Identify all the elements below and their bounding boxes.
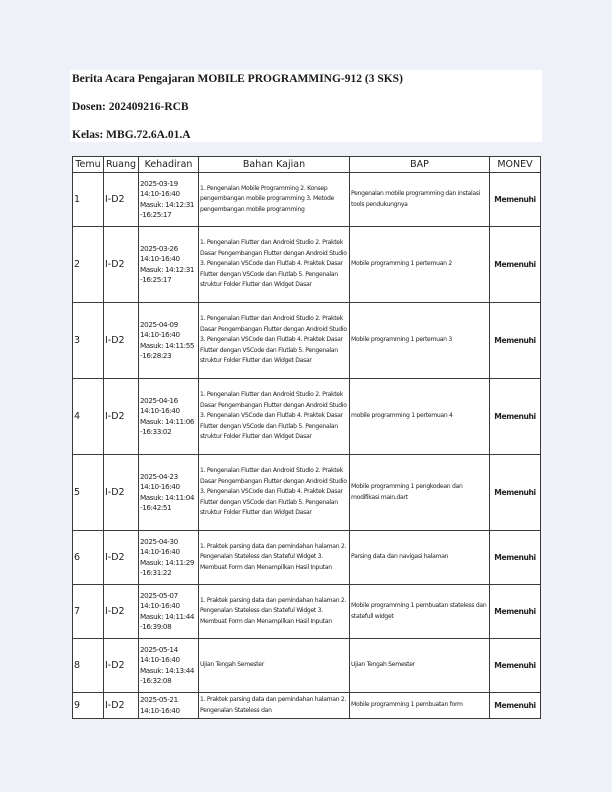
table-row	[73, 531, 541, 585]
bap-cell: Mobile programming 1 pembuatan form	[350, 693, 490, 719]
kehadiran-time: 14:10-16:40	[140, 547, 180, 557]
kehadiran-end: -16:28:23	[140, 350, 172, 360]
ruang-cell: I-D2	[104, 227, 139, 303]
kehadiran-masuk: Masuk: 14:11:04	[140, 492, 195, 502]
bahan-kajian-cell: 1. Praktek parsing data dan pemindahan halaman 2. Pengenalan Stateless dan	[199, 693, 350, 719]
table-row	[73, 173, 541, 227]
temu-cell: 6	[73, 531, 104, 585]
table-header-row	[73, 157, 541, 173]
monev-cell: Memenuhi	[490, 585, 541, 639]
bap-cell: Ujian Tengah Semester	[350, 639, 490, 693]
attendance-table	[72, 156, 541, 719]
kehadiran-end: -16:25:17	[140, 274, 172, 284]
kehadiran-end: -16:25:17	[140, 209, 172, 219]
temu-cell: 2	[73, 227, 104, 303]
kehadiran-date: 2025-04-09	[140, 319, 178, 329]
kehadiran-masuk: Masuk: 14:12:31	[140, 199, 195, 209]
kehadiran-time: 14:10-16:40	[140, 189, 180, 199]
kehadiran-cell	[139, 531, 199, 585]
kehadiran-cell	[139, 639, 199, 693]
table-row	[73, 379, 541, 455]
kehadiran-date: 2025-04-23	[140, 471, 178, 481]
table-row	[73, 455, 541, 531]
ruang-cell: I-D2	[104, 639, 139, 693]
lecturer-line: Dosen: 202409216-RCB	[72, 101, 189, 113]
ruang-cell: I-D2	[104, 379, 139, 455]
course-title: Berita Acara Pengajaran MOBILE PROGRAMMING-912 (3 SKS)	[72, 73, 403, 85]
table-row	[73, 639, 541, 693]
monev-cell: Memenuhi	[490, 455, 541, 531]
monev-cell: Memenuhi	[490, 639, 541, 693]
kehadiran-cell	[139, 693, 199, 719]
bap-cell: Mobile programming 1 pengkodean dan modifikasi main.dart	[350, 455, 490, 531]
ruang-cell: I-D2	[104, 585, 139, 639]
kehadiran-masuk: Masuk: 14:12:31	[140, 264, 195, 274]
monev-cell: Memenuhi	[490, 531, 541, 585]
bap-cell: Mobile programming 1 pertemuan 3	[350, 303, 490, 379]
ruang-cell: I-D2	[104, 455, 139, 531]
kehadiran-end: -16:31:22	[140, 567, 172, 577]
temu-cell: 9	[73, 693, 104, 719]
bap-cell: Pengenalan mobile programming dan instalasi tools pendukungnya	[350, 173, 490, 227]
temu-cell: 5	[73, 455, 104, 531]
kehadiran-end: -16:33:02	[140, 426, 172, 436]
kehadiran-masuk: Masuk: 14:11:55	[140, 340, 195, 350]
kehadiran-time: 14:10-16:40	[140, 254, 180, 264]
col-header-bap: BAP	[350, 157, 490, 173]
kehadiran-cell	[139, 303, 199, 379]
bahan-kajian-cell: 1. Pengenalan Mobile Programming 2. Konsep pengembangan mobile programming 3. Metode pengembangan mobile programming	[199, 173, 350, 227]
kehadiran-time: 14:10-16:40	[140, 482, 180, 492]
monev-cell: Memenuhi	[490, 693, 541, 719]
bahan-kajian-cell: 1. Pengenalan Flutter dan Android Studio 2. Praktek Dasar Pengembangan Flutter dengan Android Studio 3. Pengenalan VSCode dan Flutlab 4. Praktek Dasar Flutter dengan VSCode dan Flutlab 5. Pengenalan struktur Folder Flutter dan Widget Dasar	[199, 303, 350, 379]
kehadiran-date: 2025-03-19	[140, 178, 178, 188]
bap-cell: Mobile programming 1 pembuatan stateless dan statefull widget	[350, 585, 490, 639]
kehadiran-time: 14:10-16:40	[140, 655, 180, 665]
kehadiran-masuk: Masuk: 14:11:29	[140, 557, 195, 567]
kehadiran-time: 14:10-16:40	[140, 705, 180, 715]
col-header-ruang: Ruang	[104, 157, 139, 173]
col-header-bahan-kajian: Bahan Kajian	[199, 157, 350, 173]
table-row	[73, 227, 541, 303]
kehadiran-masuk: Masuk: 14:11:44	[140, 611, 195, 621]
table-row	[73, 693, 541, 719]
kehadiran-time: 14:10-16:40	[140, 601, 180, 611]
kehadiran-date: 2025-05-21	[140, 695, 178, 705]
kehadiran-masuk: Masuk: 14:13:44	[140, 665, 195, 675]
bap-cell: Mobile programming 1 pertemuan 2	[350, 227, 490, 303]
bahan-kajian-cell: 1. Pengenalan Flutter dan Android Studio 2. Praktek Dasar Pengembangan Flutter dengan Android Studio 3. Pengenalan VSCode dan Flutlab 4. Praktek Dasar Flutter dengan VSCode dan Flutlab 5. Pengenalan struktur Folder Flutter dan Widget Dasar	[199, 227, 350, 303]
kehadiran-cell	[139, 585, 199, 639]
table-row	[73, 585, 541, 639]
kehadiran-masuk: Masuk: 14:11:06	[140, 416, 195, 426]
kehadiran-end: -16:32:08	[140, 675, 172, 685]
bahan-kajian-cell: 1. Praktek parsing data dan pemindahan halaman 2. Pengenalan Stateless dan Stateful Widget 3. Membuat Form dan Menampilkan Hasil Inputan	[199, 585, 350, 639]
monev-cell: Memenuhi	[490, 379, 541, 455]
monev-cell: Memenuhi	[490, 227, 541, 303]
bahan-kajian-cell: Ujian Tengah Semester	[199, 639, 350, 693]
kehadiran-date: 2025-04-16	[140, 395, 178, 405]
temu-cell: 3	[73, 303, 104, 379]
monev-cell: Memenuhi	[490, 303, 541, 379]
temu-cell: 8	[73, 639, 104, 693]
kehadiran-cell	[139, 379, 199, 455]
bap-cell: Parsing data dan navigasi halaman	[350, 531, 490, 585]
col-header-monev: MONEV	[490, 157, 541, 173]
kehadiran-date: 2025-04-30	[140, 536, 178, 546]
kehadiran-date: 2025-03-26	[140, 243, 178, 253]
ruang-cell: I-D2	[104, 693, 139, 719]
bap-cell: mobile programming 1 pertemuan 4	[350, 379, 490, 455]
temu-cell: 4	[73, 379, 104, 455]
kehadiran-date: 2025-05-14	[140, 644, 178, 654]
col-header-kehadiran: Kehadiran	[139, 157, 199, 173]
kehadiran-end: -16:42:51	[140, 502, 172, 512]
kehadiran-time: 14:10-16:40	[140, 406, 180, 416]
table-row	[73, 303, 541, 379]
kehadiran-end: -16:39:08	[140, 621, 172, 631]
kehadiran-cell	[139, 455, 199, 531]
document-header	[70, 70, 542, 142]
class-line: Kelas: MBG.72.6A.01.A	[72, 129, 191, 141]
ruang-cell: I-D2	[104, 303, 139, 379]
bahan-kajian-cell: 1. Praktek parsing data dan pemindahan halaman 2. Pengenalan Stateless dan Stateful Widget 3. Membuat Form dan Menampilkan Hasil Inputan	[199, 531, 350, 585]
temu-cell: 7	[73, 585, 104, 639]
kehadiran-date: 2025-05-07	[140, 590, 178, 600]
kehadiran-time: 14:10-16:40	[140, 330, 180, 340]
monev-cell: Memenuhi	[490, 173, 541, 227]
kehadiran-cell	[139, 173, 199, 227]
ruang-cell: I-D2	[104, 531, 139, 585]
bahan-kajian-cell: 1. Pengenalan Flutter dan Android Studio 2. Praktek Dasar Pengembangan Flutter dengan Android Studio 3. Pengenalan VSCode dan Flutlab 4. Praktek Dasar Flutter dengan VSCode dan Flutlab 5. Pengenalan struktur Folder Flutter dan Widget Dasar	[199, 455, 350, 531]
col-header-temu: Temu	[73, 157, 104, 173]
bahan-kajian-cell: 1. Pengenalan Flutter dan Android Studio 2. Praktek Dasar Pengembangan Flutter dengan Android Studio 3. Pengenalan VSCode dan Flutlab 4. Praktek Dasar Flutter dengan VSCode dan Flutlab 5. Pengenalan struktur Folder Flutter dan Widget Dasar	[199, 379, 350, 455]
ruang-cell: I-D2	[104, 173, 139, 227]
kehadiran-cell	[139, 227, 199, 303]
temu-cell: 1	[73, 173, 104, 227]
